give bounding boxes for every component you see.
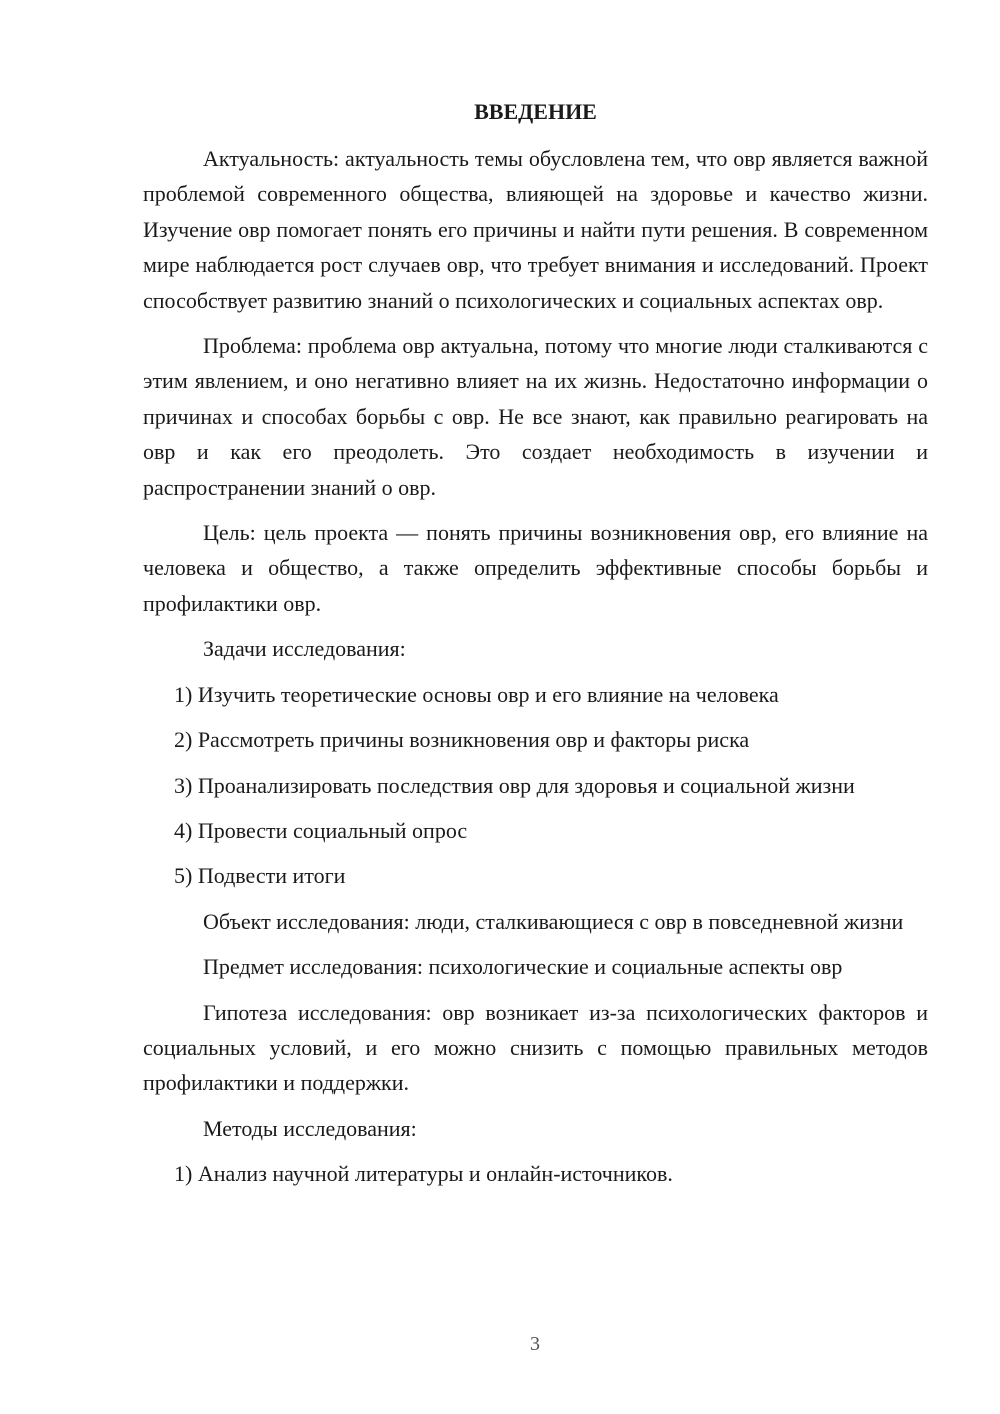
methods-label: Методы исследования: <box>203 1115 417 1141</box>
task-item: 4) Провести социальный опрос <box>174 817 468 843</box>
object-paragraph: Объект исследования: люди, сталкивающиеся с овр в повседневной жизни <box>203 908 904 934</box>
goal-paragraph: Цель: цель проекта — понять причины возникновения овр, его влияние на человека и общество, а также определить эффективные способы борьбы и профилактики овр. <box>143 520 928 616</box>
tasks-label: Задачи исследования: <box>203 636 406 662</box>
task-item: 3) Проанализировать последствия овр для здоровья и социальной жизни <box>174 772 855 798</box>
hypothesis-paragraph: Гипотеза исследования: овр возникает из-за психологических факторов и социальных условий, и его можно снизить с помощью правильных методов профилактики и поддержки. <box>143 999 928 1096</box>
method-item: 1) Анализ научной литературы и онлайн-источников. <box>174 1161 673 1187</box>
methods-list <box>143 1156 928 1191</box>
tasks-list <box>143 677 928 894</box>
problem-paragraph: Проблема: проблема овр актуальна, потому что многие люди сталкиваются с этим явлением, и оно негативно влияет на их жизнь. Недостаточно информации о причинах и способах борьбы с овр. Не все знают, как правильно реагировать на овр и как его преодолеть. Это создает необходимость в изучении и распространении знаний о овр. <box>143 333 928 500</box>
task-item: 2) Рассмотреть причины возникновения овр и факторы риска <box>174 727 750 753</box>
task-item: 5) Подвести итоги <box>174 863 346 889</box>
section-title: ВВЕДЕНИЕ <box>474 99 597 124</box>
page-content <box>143 94 928 1202</box>
task-item: 1) Изучить теоретические основы овр и его влияние на человека <box>174 681 779 707</box>
subject-paragraph: Предмет исследования: психологические и социальные аспекты овр <box>203 954 843 980</box>
page-number: 3 <box>530 1333 540 1355</box>
relevance-paragraph: Актуальность: актуальность темы обусловлена тем, что овр является важной проблемой современного общества, влияющей на здоровье и качество жизни. Изучение овр помогает понять его причины и найти пути решения. В современном мире наблюдается рост случаев овр, что требует внимания и исследований. Проект способствует развитию знаний о психологических и социальных аспектах овр. <box>143 146 928 313</box>
